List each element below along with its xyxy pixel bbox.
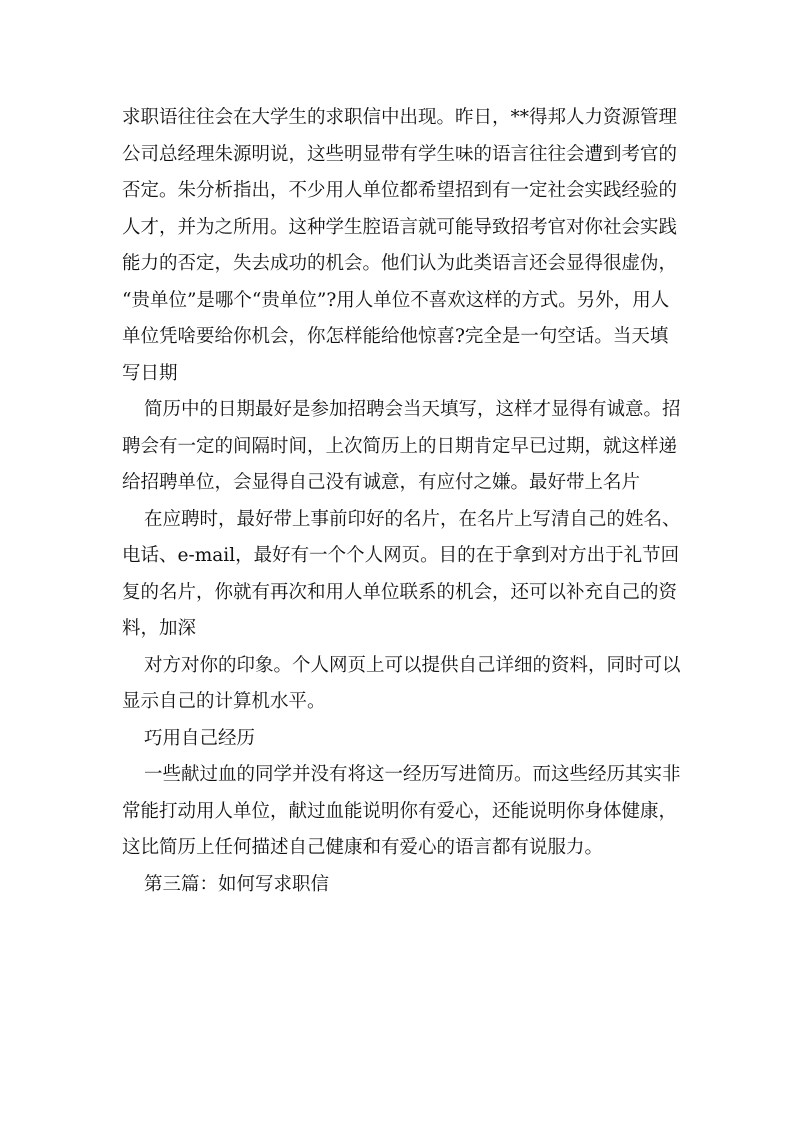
text-line: 复的名片，你就有再次和用人单位联系的机会，还可以补充自己的资 (122, 581, 678, 603)
text-line: 料，加深 (122, 618, 197, 639)
document-body (122, 100, 682, 903)
text-line: 一些献过血的同学并没有将这一经历写进简历。而这些经历其实非 (144, 764, 681, 785)
text-line: 人才，并为之所用。这种学生腔语言就可能导致招考官对你社会实践 (122, 216, 678, 238)
text-line: 显示自己的计算机水平。 (122, 691, 326, 712)
text-line: “贵单位”是哪个“贵单位”?用人单位不喜欢这样的方式。另外，用人 (122, 289, 670, 311)
text-line: 公司总经理朱源明说，这些明显带有学生味的语言往往会遭到考官的 (122, 143, 678, 165)
text-line: 给招聘单位，会显得自己没有诚意，有应付之嫌。最好带上名片 (122, 472, 641, 493)
text-line: 第三篇：如何写求职信 (144, 873, 330, 895)
text-line: 能力的否定，失去成功的机会。他们认为此类语言还会显得很虚伪， (122, 253, 678, 274)
text-line: 求职语往往会在大学生的求职信中出现。昨日，**得邦人力资源管理 (122, 107, 678, 128)
text-line: 电话、e-mail，最好有一个个人网页。目的在于拿到对方出于礼节回 (122, 545, 680, 566)
text-line: 对方对你的印象。个人网页上可以提供自己详细的资料，同时可以 (144, 654, 681, 676)
text-line: 在应聘时，最好带上事前印好的名片，在名片上写清自己的姓名、 (144, 508, 681, 530)
text-line: 简历中的日期最好是参加招聘会当天填写，这样才显得有诚意。招 (144, 399, 681, 420)
text-line: 这比简历上任何描述自己健康和有爱心的语言都有说服力。 (122, 837, 604, 858)
text-line: 聘会有一定的间隔时间，上次简历上的日期肯定早已过期，就这样递 (122, 435, 678, 457)
text-line: 否定。朱分析指出，不少用人单位都希望招到有一定社会实践经验的 (122, 180, 678, 201)
text-line: 常能打动用人单位，献过血能说明你有爱心，还能说明你身体健康， (122, 800, 678, 822)
text-line: 写日期 (122, 362, 178, 384)
text-line: 单位凭啥要给你机会，你怎样能给他惊喜?完全是一句空话。当天填 (122, 326, 669, 347)
text-line: 巧用自己经历 (144, 727, 256, 749)
